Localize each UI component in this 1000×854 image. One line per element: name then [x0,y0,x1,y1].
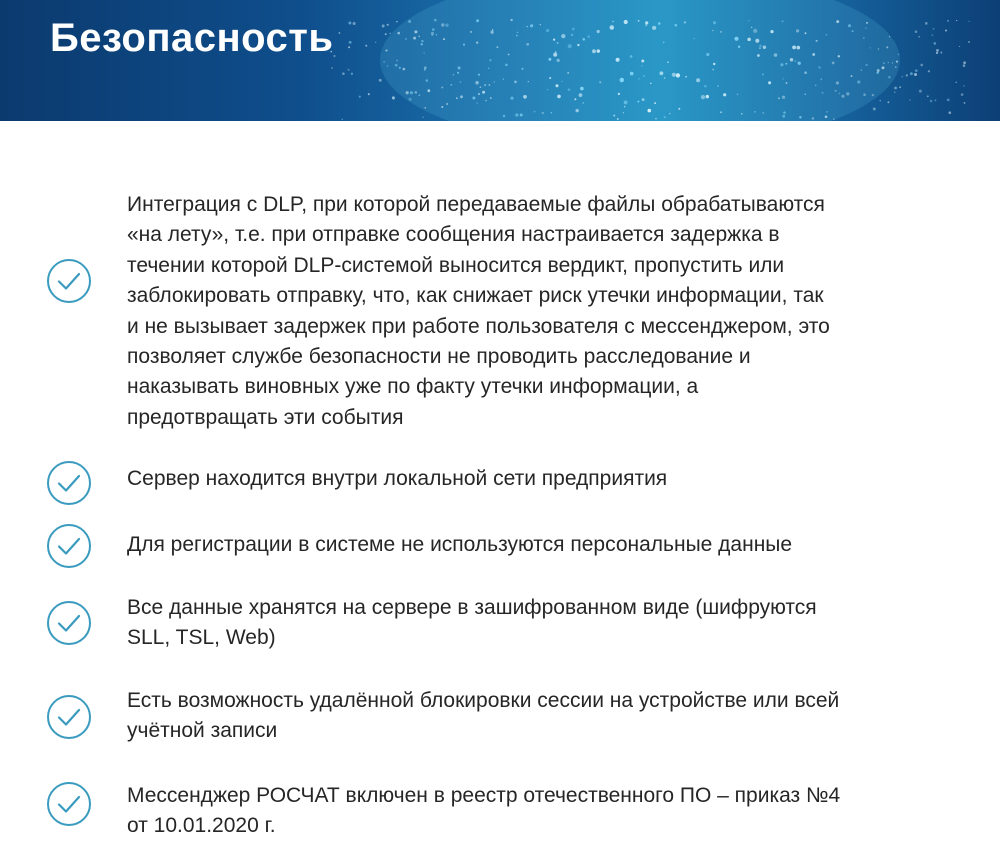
checkmark-circle-icon [46,694,92,740]
text-line: позволяет службе безопасности не проводить расследование и [127,345,751,369]
text-line: предотвращать эти события [127,405,404,429]
checkmark-circle-icon [46,523,92,569]
text-line: SLL, TSL, Web) [127,626,276,650]
text-line: Интеграция с DLP, при которой передаваемые файлы обрабатываются [127,193,825,216]
list-item-text [127,593,947,654]
checkmark-circle-icon [46,600,92,646]
list-item-text [127,530,947,560]
text-line: учётной записи [127,719,278,743]
checkmark-circle-icon [46,258,92,304]
text-line: Все данные хранятся на сервере в зашифрованном виде (шифруются [127,596,817,619]
text-line: «на лету», т.е. при отправке сообщения настраивается задержка в [127,223,780,247]
text-line: Для регистрации в системе не используются персональные данные [127,533,793,556]
checkmark-circle-icon [46,781,92,827]
list-item-text [127,190,947,433]
text-line: от 10.01.2020 г. [127,814,276,838]
text-line: Есть возможность удалённой блокировки сессии на устройстве или всей [127,689,840,712]
text-line: и не вызывает задержек при работе пользователя с мессенджером, это [127,314,830,338]
text-line: заблокировать отправку, что, как снижает риск утечки информации, так [127,284,824,308]
list-item-text [127,464,947,494]
text-line: течении которой DLP-системой выносится вердикт, пропустить или [127,253,785,277]
checkmark-circle-icon [46,460,92,506]
text-line: Сервер находится внутри локальной сети предприятия [127,467,668,490]
list-item-text [127,686,947,747]
text-line: наказывать виновных уже по факту утечки информации, а [127,375,699,399]
page-title: Безопасность [50,16,334,60]
text-line: Мессенджер РОСЧАТ включен в реестр отечественного ПО – приказ №4 [127,784,841,807]
list-item-text [127,781,947,842]
